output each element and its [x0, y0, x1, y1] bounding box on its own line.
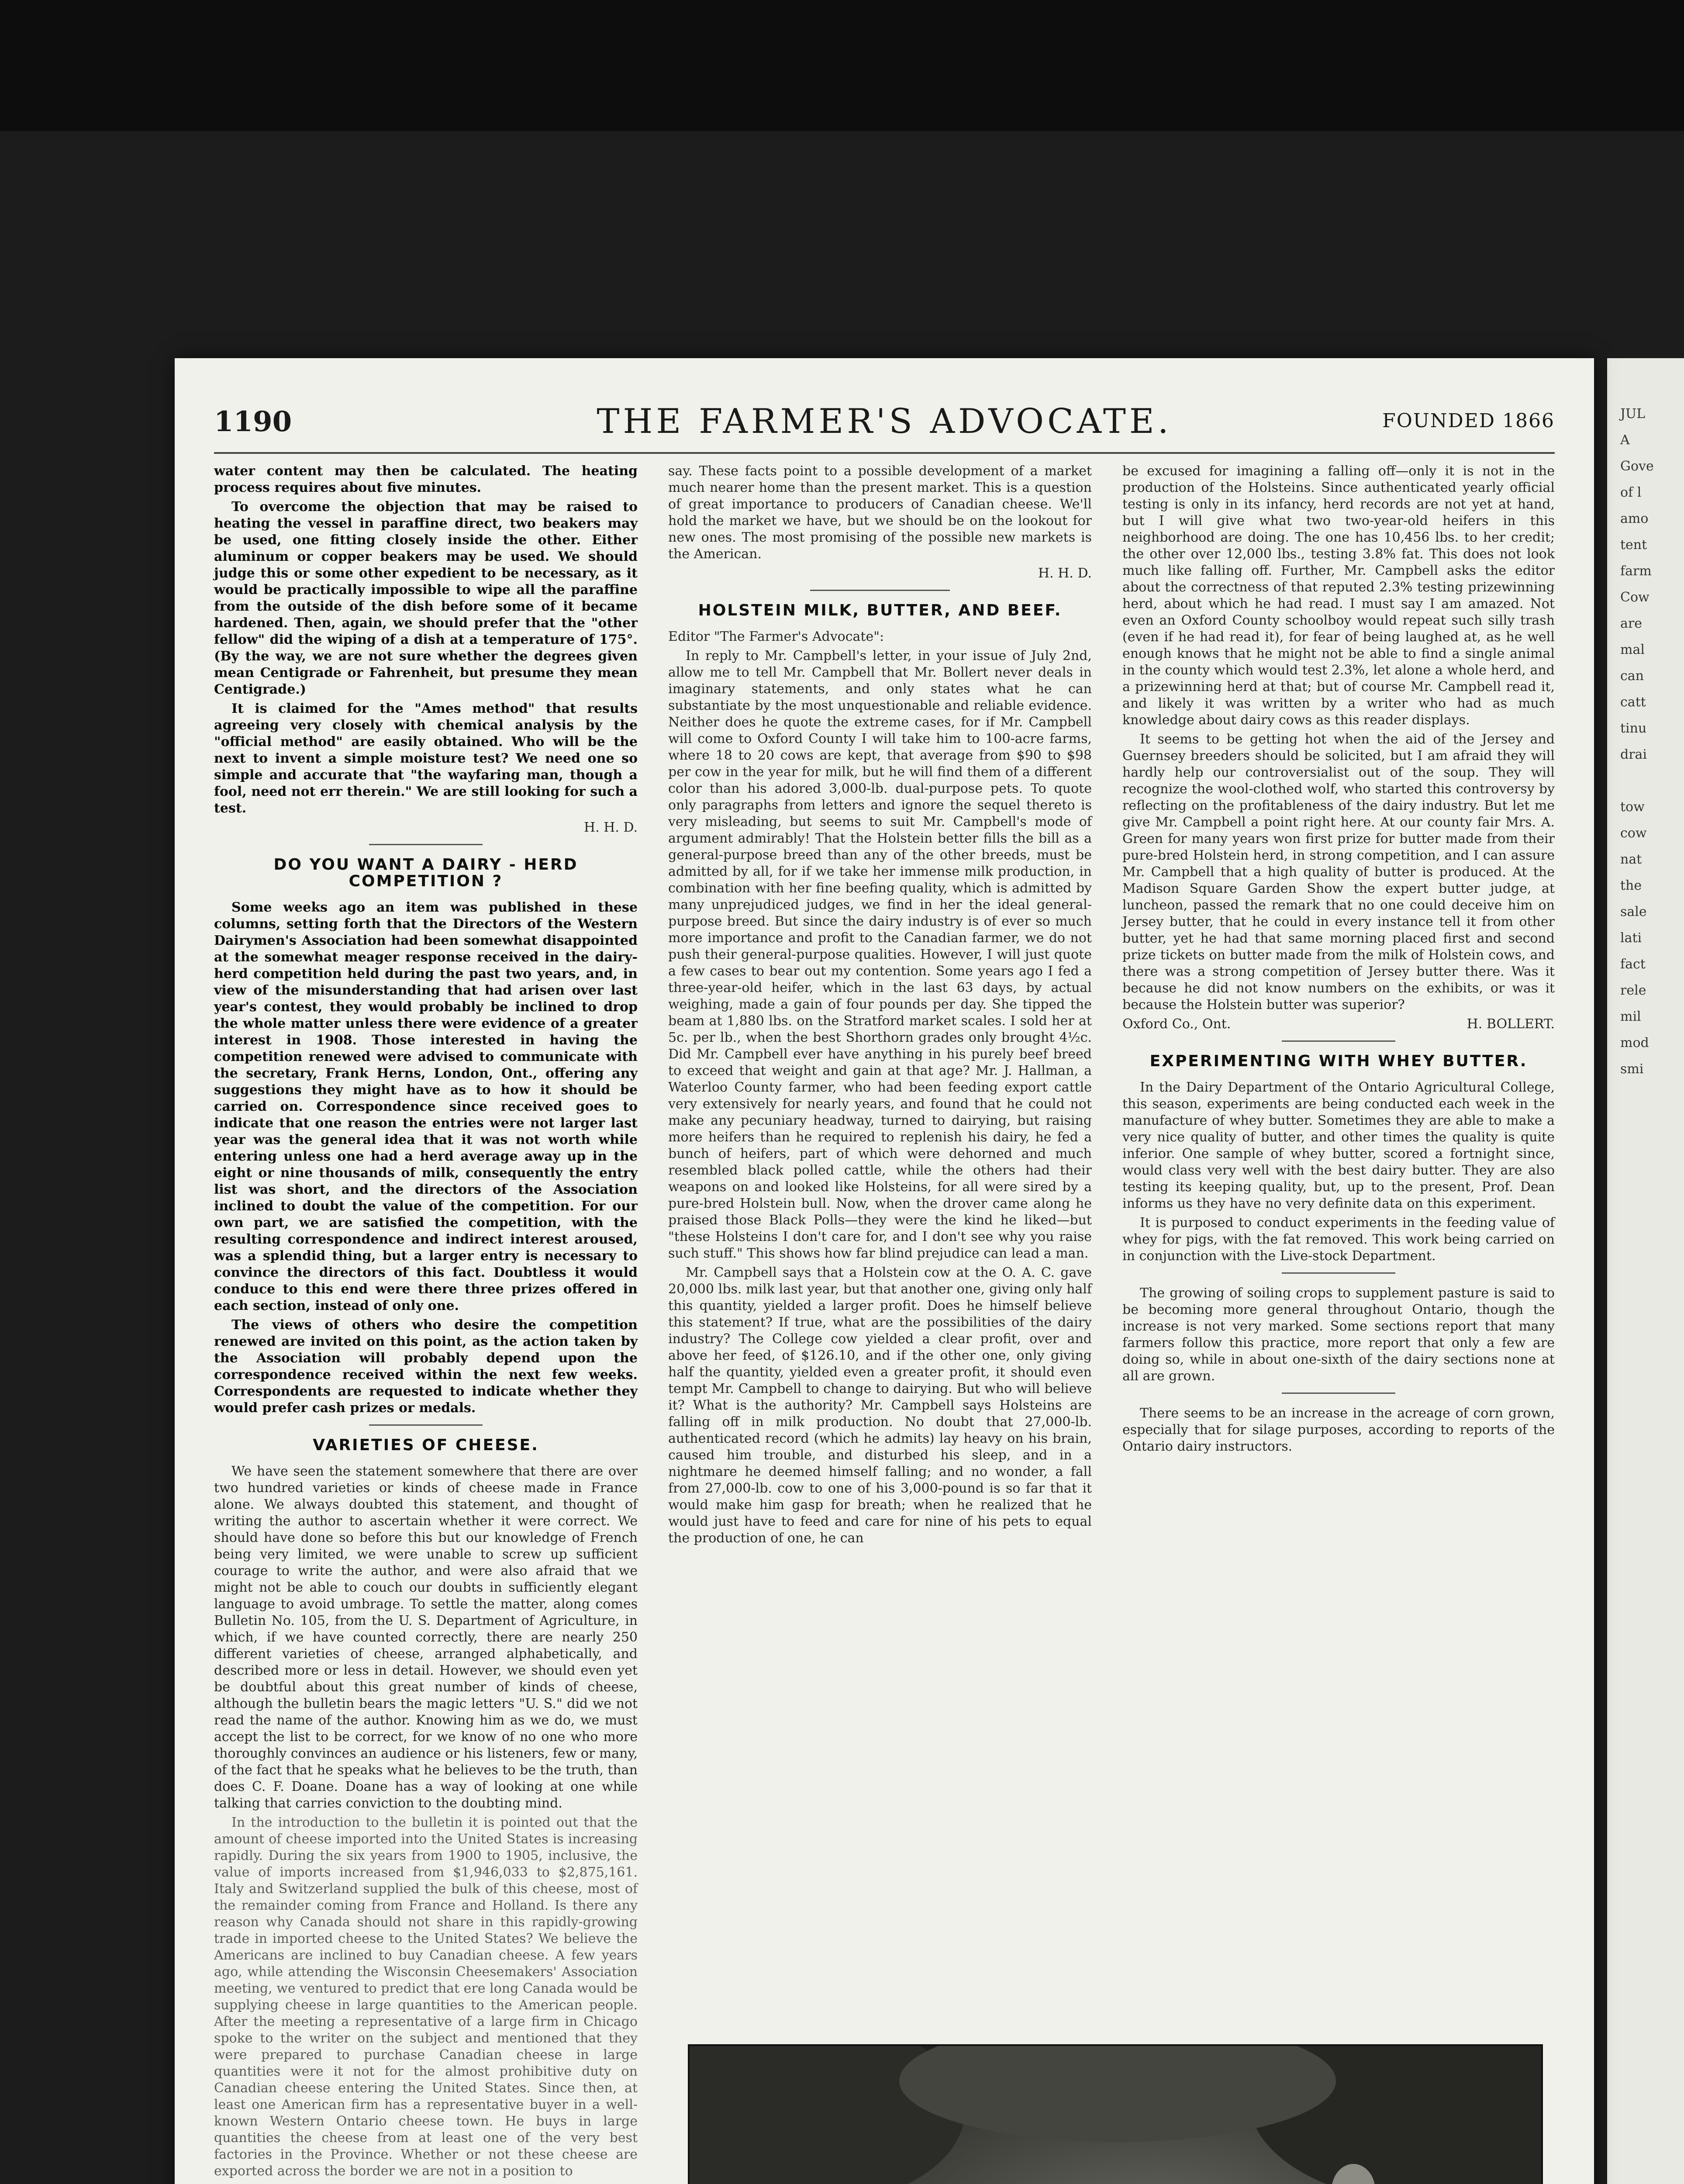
article-headline: DO YOU WANT A DAIRY - HERD COMPETITION ? [273, 856, 578, 890]
next-page-fragment: Cow [1620, 590, 1649, 605]
next-page-fragment: are [1620, 616, 1642, 631]
letter-signoff [1122, 1016, 1555, 1033]
paragraph: be excused for imagining a falling off—only it is not in the production of the Holsteins. Since authenticated yearly official testing is only in its infancy, herd records are not yet at hand, but I will give what two two-year-old heifers in this neighborhood are doing. The one has 10,456 lbs. to her credit; the other over 12,000 lbs., testing 3.8% fat. This does not look much like falling off. Further, Mr. Campbell asks the editor about the correctness of that reputed 2.3% testing prizewinning herd, about which he had read. I must say I am amazed. Not even an Oxford County schoolboy would repeat such silly trash (even if he had read it), for fear of being laughed at, as he well enough knows that he might not be able to find a single animal in the county which would test 2.3%, let alone a whole herd, and a prizewinning herd at that; but of course Mr. Campbell read it, and likely it was written by a writer who had as much knowledge about dairy cows as this reader displays. [1122, 463, 1555, 728]
paragraph: The views of others who desire the competition renewed are invited on this point, as the action taken by the Association will probably depend upon the correspondence received within the next few weeks. Correspondents are requested to indicate whether they would prefer cash prizes or medals. [214, 1317, 638, 1416]
next-page-fragment: can [1620, 668, 1644, 684]
founded-label: FOUNDED 1866 [1382, 410, 1555, 432]
next-page-fragment: Gove [1620, 459, 1654, 474]
section-rule [1282, 1040, 1395, 1042]
next-page-fragment: mod [1620, 1035, 1649, 1051]
masthead-title: THE FARMER'S ADVOCATE. [597, 402, 1172, 441]
letter-place: Oxford Co., Ont. [1122, 1016, 1231, 1032]
next-page-fragment: tent [1620, 537, 1647, 553]
next-page-fragment: catt [1620, 695, 1646, 710]
section-rule [1282, 1393, 1395, 1394]
paragraph: In the introduction to the bulletin it is pointed out that the amount of cheese imported into the United States is increasing rapidly. During the six years from 1900 to 1905, inclusive, the value of imports increased from $1,946,033 to $2,875,161. Italy and Switzerland supplied the bulk of this cheese, most of the remainder coming from France and Holland. Is there any reason why Canada should not share in this rapidly-growing trade in imported cheese to the United States? We believe the Americans are inclined to buy Canadian cheese. A few years ago, while attending the Wisconsin Cheesemakers' Association meeting, we ventured to predict that ere long Canada would be supplying cheese in large quantities to the American people. After the meeting a representative of a large firm in Chicago spoke to the writer on the subject and mentioned that they were prepared to purchase Canadian cheese in large quantities were it not for the almost prohibitive duty on Canadian cheese entering the United States. Since then, at least one American firm has a representative buyer in a well-known Western Ontario cheese town. He buys in large quantities the cheese from at least one of the very best factories in the Province. Whether or not these cheese are exported across the border we are not in a position to [214, 1815, 638, 2179]
next-page-fragment: the [1620, 878, 1642, 893]
signature: H. H. D. [584, 820, 638, 835]
signature: H. H. D. [1038, 566, 1092, 581]
paragraph: The growing of soiling crops to supplement pasture is said to be becoming more general throughout Ontario, though the increase is not very marked. Some sections report that many farmers follow this practice, more report that only a few are doing so, while in about one-sixth of the dairy sections none at all are grown. [1122, 1286, 1555, 1384]
paragraph: It is purposed to conduct experiments in the feeding value of whey for pigs, with the fat removed. This work being carried on in conjunction with the Live-stock Department. [1122, 1215, 1555, 1264]
next-page-fragment: nat [1620, 852, 1642, 867]
running-head [214, 397, 1555, 446]
paragraph: Mr. Campbell says that a Holstein cow at the O. A. C. gave 20,000 lbs. milk last year, but that another one, giving only half this quantity, yielded a larger profit. Does he himself believe this statement? If true, what are the possibilities of the dairy industry? The College cow yielded a clear profit, over and above her feed, of $126.10, and if the other one, only giving half the quantity, yielded even a greater profit, it should even tempt Mr. Campbell to change to dairying. But who will believe it? What is the authority? Mr. Campbell says Holsteins are falling off in milk production. No doubt that 27,000-lb. authenticated record (which he admits) lay heavy on his brain, caused him trouble, and disturbed his sleep, and in a nightmare he deemed himself falling; and no wonder, a fall from 27,000-lb. cow to one of his 3,000-pound is so far that it would make him gasp for breath; when he realized that he would just have to feed and care for nine of his pets to equal the production of one, he can [668, 1265, 1092, 1546]
next-page-fragment: JUL [1620, 406, 1646, 422]
paragraph: To overcome the objection that may be raised to heating the vessel in paraffine direct, two beakers may be used, one fitting closely inside the other. Either aluminum or copper beakers may be used. We should judge this or some other expedient to be necessary, as it would be practically impossible to wipe all the paraffine from the outside of the dish before some of it became hardened. Then, again, we should prefer that the "other fellow" did the wiping of a dish at a temperature of 175°. (By the way, we are not sure whether the degrees given mean Centigrade or Fahrenheit, but presume they mean Centigrade.) [214, 499, 638, 697]
next-page-fragment: cow [1620, 826, 1647, 841]
next-page-fragment: fact [1620, 957, 1646, 972]
paragraph: Some weeks ago an item was published in these columns, setting forth that the Directors of the Western Dairymen's Association had been somewhat disappointed at the somewhat meager response received in the dairy-herd competition held during the past two years, and, in view of the misunderstanding that had arisen over last year's contest, they would probably be inclined to drop the whole matter unless there were evidence of a greater interest in 1908. Those interested in having the competition renewed were advised to communicate with the secretary, Frank Herns, London, Ont., offering any suggestions they might have as to how it should be carried on. Correspondence since received goes to indicate that one reason the entries were not larger last year was the general idea that it was not worth while entering unless one had a herd average away up in the eight or nine thousands of milk, consequently the entry list was short, and the directors of the Association inclined to doubt the value of the competition. For our own part, we are satisfied the competition, with the resulting correspondence and indirect interest aroused, was a splendid thing, but a larger entry is necessary to convince the directors of this fact. Doubtless it would conduce to this end were there three prizes offered in each section, instead of only one. [214, 900, 638, 1313]
next-page-fragment: mil [1620, 1009, 1641, 1024]
next-page-edge [1607, 358, 1684, 2184]
paragraph: There seems to be an increase in the acreage of corn grown, especially that for silage purposes, according to reports of the Ontario dairy instructors. [1122, 1406, 1555, 1454]
next-page-fragment: sale [1620, 904, 1647, 919]
next-page-fragment: tinu [1620, 721, 1647, 736]
section-rule [369, 844, 483, 845]
column-2 [668, 463, 1092, 1549]
column-1 [214, 463, 638, 2182]
next-page-fragment: A [1620, 432, 1630, 448]
next-page-fragment: smi [1620, 1061, 1644, 1077]
page-number: 1190 [214, 405, 292, 438]
paragraph: In the Dairy Department of the Ontario Agricultural College, this season, experiments are being conducted each week in the manufacture of whey butter. Sometimes they are able to make a very nice quality of butter, and other times the quality is quite inferior. One sample of whey butter, scored a fortnight since, would class very well with the best dairy butter. They are also testing its keeping quality, but, up to the present, Prof. Dean informs us they have no very definite data on this experiment. [1122, 1080, 1555, 1211]
section-rule [369, 1424, 483, 1426]
paragraph: water content may then be calculated. The heating process requires about five minutes. [214, 463, 638, 495]
column-3 [1122, 463, 1555, 1458]
article-headline: EXPERIMENTING WITH WHEY BUTTER. [1149, 1052, 1528, 1070]
paragraph: It is claimed for the "Ames method" that results agreeing very closely with chemical analysis by the "official method" are easily obtained. Who will be the next to invent a simple moisture test? We need one so simple and accurate that "the wayfaring man, though a fool, need not err therein." We are still looking for such a test. [214, 701, 638, 816]
paragraph: In reply to Mr. Campbell's letter, in your issue of July 2nd, allow me to tell Mr. Campbell that Mr. Bollert never deals in imaginary statements, and only states what he can substantiate by the most unquestionable and reliable evidence. Neither does he quote the extreme cases, for if Mr. Campbell will come to Oxford County I will take him to 100-acre farms, where 18 to 20 cows are kept, that average from $90 to $98 per cow in the year for milk, but he will find them of a different color than his adored 3,000-lb. dual-purpose pets. To quote only paragraphs from letters and ignore the sequel thereto is very misleading, but seems to suit Mr. Campbell's mode of argument admirably! That the Holstein better fills the bill as a general-purpose breed than any of the other breeds, must be admitted by all, for if we take her immense milk production, in combination with her fine beefing quality, which is admitted by many unprejudiced judges, we find in her the ideal general-purpose breed. But since the dairy industry is of ever so much more importance and profit to the Canadian farmer, we do not push their general-purpose qualities. However, I will just quote a few cases to bear out my contention. Some years ago I fed a three-year-old heifer, which in the last 63 days, by actual weighing, made a gain of four pounds per day. She tipped the beam at 1,880 lbs. on the Stratford market scales. I sold her at 5c. per lb., when the best Shorthorn grades only brought 4½c. Did Mr. Campbell ever have anything in his purely beef breed to exceed that weight and gain at that age? Mr. J. Hallman, a Waterloo County farmer, who had been feeding export cattle very extensively for nearly years, and found that he could not make any pecuniary headway, turned to dairying, but raising more heifers than he required to replenish his dairy, he fed a bunch of heifers, part of which were dehorned and much resembled black polled cattle, while the others had their weapons on and looked like Holsteins, for all were sired by a pure-bred Holstein bull. Now, when the drover came along he praised those Black Polls—they were the kind he liked—but "these Holsteins I don't care for, and I don't see why you raise such stuff." This shows how far blind prejudice can lead a man. [668, 648, 1092, 1261]
section-rule [1282, 1272, 1395, 1274]
newspaper-page [175, 358, 1594, 2184]
next-page-fragment: drai [1620, 747, 1647, 762]
next-page-fragment: mal [1620, 642, 1645, 657]
letter-signature: H. BOLLERT. [1467, 1016, 1555, 1032]
paragraph: We have seen the statement somewhere that there are over two hundred varieties or kinds of cheese made in France alone. We always doubted this statement, and thought of writing the author to ascertain whether it were correct. We should have done so before this but our knowledge of French being very limited, we were unable to screw up sufficient courage to write the author, and were also afraid that we might not be able to couch our doubts in sufficiently elegant language to avoid umbrage. To settle the matter, along comes Bulletin No. 105, from the U. S. Department of Agriculture, in which, if we have counted correctly, there are nearly 250 different varieties of cheese, arranged alphabetically, and described more or less in detail. However, we should even yet be doubtful about this great number of kinds of cheese, although the bulletin bears the magic letters "U. S." did we not read the name of the author. Knowing him as we do, we must accept the list to be correct, for we know of no one who more thoroughly convinces an audience or his listeners, few or many, of the fact that he speaks what he believes to be the truth, than does C. F. Doane. Doane has a way of looking at one while talking that carries conviction to the doubting mind. [214, 1464, 638, 1811]
header-rule [214, 452, 1555, 454]
next-page-fragment: tow [1620, 799, 1645, 815]
next-page-fragment: amo [1620, 511, 1649, 526]
next-page-fragment: of l [1620, 485, 1642, 500]
next-page-fragment: farm [1620, 563, 1652, 579]
next-page-fragment: lati [1620, 930, 1642, 946]
section-rule [810, 590, 950, 591]
paragraph: It seems to be getting hot when the aid of the Jersey and Guernsey breeders should be solicited, but I am afraid they will hardly help our controversialist out of the soup. They will recognize the wool-clothed wolf, who started this controversy by reflecting on the profitableness of the dairy industry. But let me give Mr. Campbell a point right here. At our county fair Mrs. A. Green for many years won first prize for butter made from their pure-bred Holstein herd, in strong competition, and I can assure Mr. Campbell that a high quality of butter is produced. At the Madison Square Garden Show the expert butter judge, at luncheon, passed the remark that no one could deceive him on Jersey butter, that he could in every instance tell it from other butter, yet he had that same morning placed first and second prize tickets on butter made from the milk of Holstein cows, and there was a strong competition of Jersey butter there. Was it because he did not know numbers on the exhibits, or was it because the Holstein butter was superior? [1122, 732, 1555, 1013]
rustic-scene-photo [688, 2044, 1543, 2184]
paragraph: say. These facts point to a possible development of a market much nearer home than the present market. This is a question of great importance to producers of Canadian cheese. We'll hold the market we have, but we should be on the lookout for new ones. The most promising of the possible new markets is the American. [668, 463, 1092, 562]
article-headline: HOLSTEIN MILK, BUTTER, AND BEEF. [698, 601, 1062, 619]
salutation: Editor "The Farmer's Advocate": [668, 629, 884, 644]
article-headline: VARIETIES OF CHEESE. [313, 1436, 539, 1454]
film-border-top [0, 0, 1684, 131]
next-page-fragment: rele [1620, 983, 1646, 998]
